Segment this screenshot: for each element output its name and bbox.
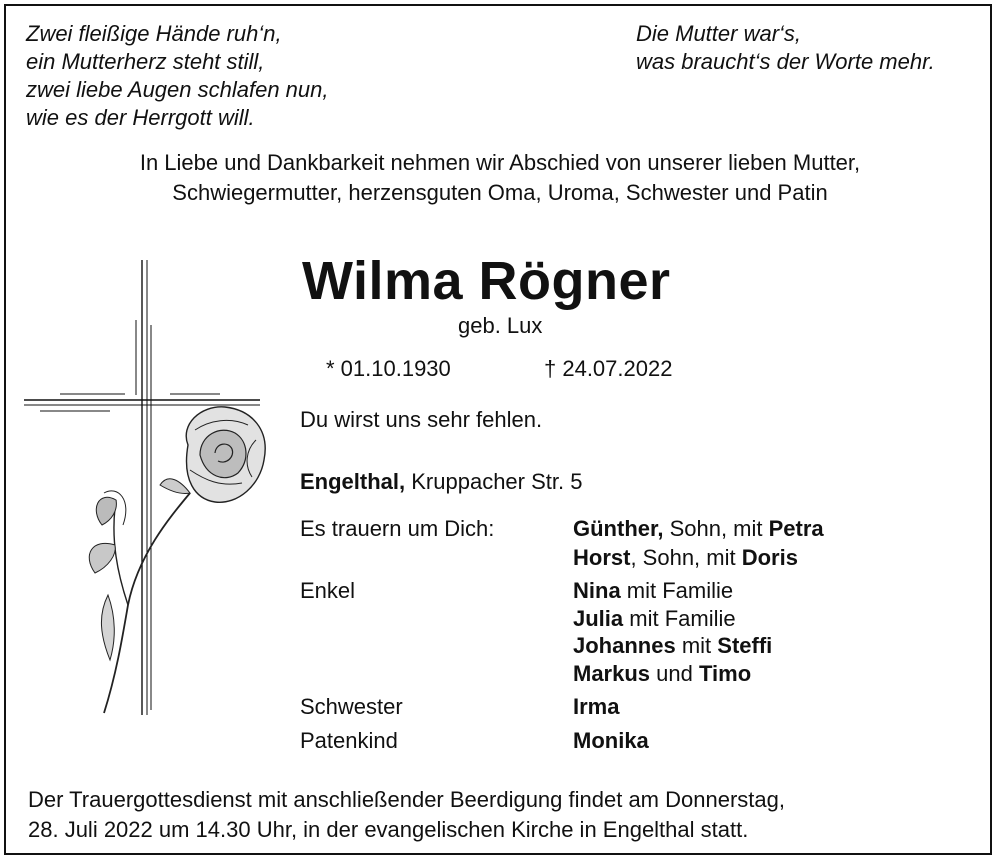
- address: [300, 469, 582, 495]
- poem-left-line: Zwei fleißige Hände ruh‘n,: [26, 21, 282, 46]
- label-grandchildren: Enkel: [300, 578, 356, 603]
- mourner-name: Markus: [573, 661, 651, 686]
- poem-left-line: wie es der Herrgott will.: [26, 105, 255, 130]
- label-children: Es trauern um Dich:: [300, 516, 495, 541]
- service-info: [28, 785, 785, 845]
- poem-right-line: was braucht‘s der Worte mehr.: [636, 49, 935, 74]
- mourner-name: Nina: [573, 578, 621, 603]
- godchild-name: Monika: [573, 728, 649, 753]
- mourner-row: [573, 633, 772, 659]
- rose-icon: [89, 407, 265, 713]
- address-street: Kruppacher Str. 5: [411, 469, 583, 494]
- farewell-message: Du wirst uns sehr fehlen.: [300, 407, 543, 432]
- mourner-relation: mit Familie: [623, 606, 736, 631]
- poem-right-line: Die Mutter war‘s,: [636, 21, 802, 46]
- mourner-row: [573, 606, 736, 632]
- mourner-row: [573, 516, 824, 542]
- mourner-partner: Steffi: [717, 633, 773, 658]
- mourner-relation: und: [650, 661, 699, 686]
- mourner-relation: mit: [675, 633, 718, 658]
- mourner-relation: , Sohn, mit: [630, 545, 742, 570]
- cross-rose-illustration: [20, 255, 270, 720]
- address-town: Engelthal,: [300, 469, 406, 494]
- mourner-row: [573, 661, 751, 687]
- mourner-row: [573, 578, 733, 604]
- maiden-name: geb. Lux: [458, 313, 543, 338]
- poem-left: [26, 20, 329, 132]
- poem-left-line: zwei liebe Augen schlafen nun,: [26, 77, 329, 102]
- mourner-partner: Doris: [741, 545, 798, 570]
- death-date: † 24.07.2022: [544, 356, 673, 381]
- mourner-name: Johannes: [573, 633, 676, 658]
- poem-left-line: ein Mutterherz steht still,: [26, 49, 265, 74]
- label-godchild: Patenkind: [300, 728, 398, 753]
- intro-line: Schwiegermutter, herzensguten Oma, Uroma, Schwester und Patin: [172, 180, 828, 205]
- mourner-row: [573, 545, 798, 571]
- mourner-relation: Sohn, mit: [663, 516, 769, 541]
- service-info-line: 28. Juli 2022 um 14.30 Uhr, in der evangelischen Kirche in Engelthal statt.: [28, 817, 749, 842]
- poem-right: [636, 20, 935, 76]
- birth-date: * 01.10.1930: [326, 356, 451, 381]
- sister-name: Irma: [573, 694, 620, 719]
- intro-line: In Liebe und Dankbarkeit nehmen wir Abschied von unserer lieben Mutter,: [139, 150, 861, 175]
- mourner-partner: Timo: [698, 661, 752, 686]
- intro-text: [0, 148, 1000, 208]
- mourner-name: Horst: [573, 545, 631, 570]
- mourner-name: Günther,: [573, 516, 664, 541]
- mourner-relation: mit Familie: [620, 578, 734, 603]
- mourner-name: Julia: [573, 606, 624, 631]
- deceased-name: Wilma Rögner: [302, 251, 671, 311]
- label-sister: Schwester: [300, 694, 403, 719]
- mourner-partner: Petra: [768, 516, 824, 541]
- service-info-line: Der Trauergottesdienst mit anschließender Beerdigung findet am Donnerstag,: [28, 787, 785, 812]
